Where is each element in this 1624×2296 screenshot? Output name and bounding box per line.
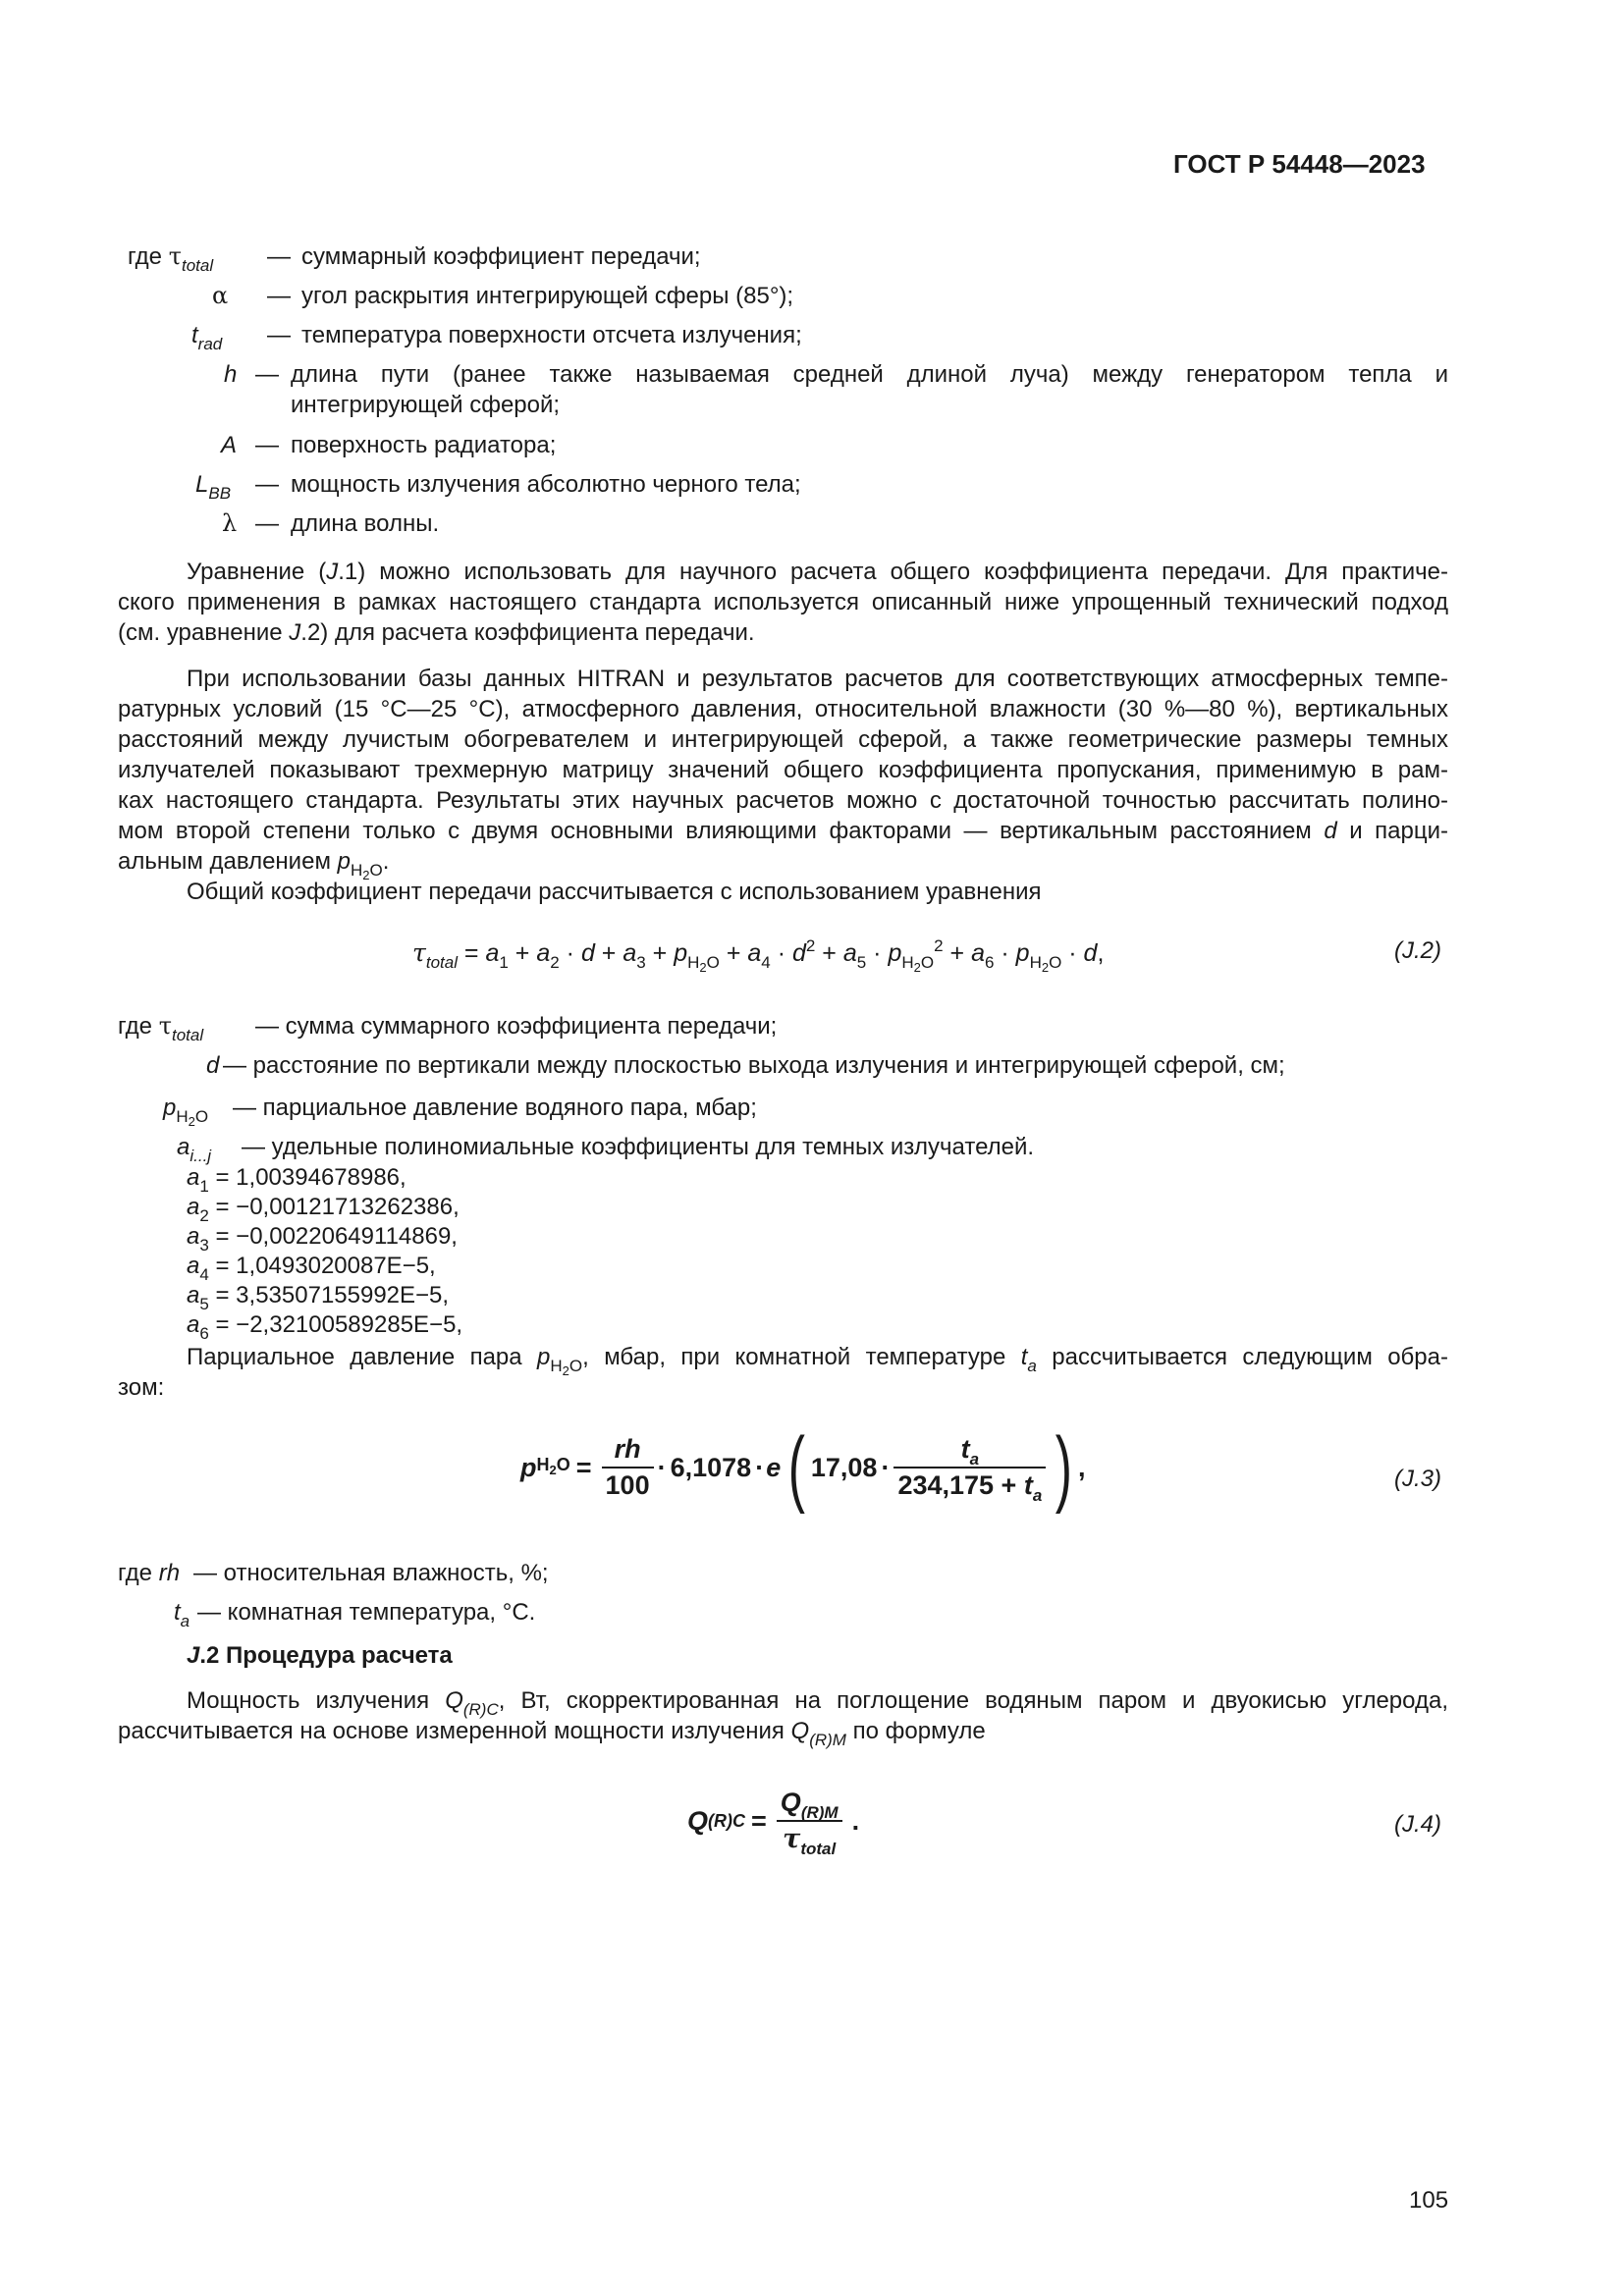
- defs1-where: где $\tau_{total}$: [128, 242, 214, 275]
- para2-line1: При использовании базы данных HITRAN и результатов расчетов для соответствующих атмосферных темпе-: [187, 666, 1448, 692]
- defs1-dash: —: [255, 471, 279, 498]
- defs1-dash: —: [255, 361, 279, 388]
- coefficient-a5: $a_5 = 3,53507155992E-5$,: [187, 1282, 450, 1313]
- para1-line2: ского применения в рамках настоящего стандарта используется описанный ниже упрощенный технический подход: [118, 589, 1448, 615]
- defs2-where: где $\tau_{total}$: [118, 1012, 204, 1044]
- para2-line4: излучателей показывают трехмерную матрицу значений общего коэффициента пропускания, применимую в рам-: [118, 757, 1448, 783]
- para1-line3: (см. уравнение J.2) для расчета коэффициента передачи.: [118, 619, 755, 646]
- para3: Общий коэффициент передачи рассчитывается с использованием уравнения: [187, 879, 1042, 905]
- defs1-dash: —: [267, 283, 291, 309]
- coefficient-a2: $a_2 = -0,00121713262386$,: [187, 1194, 460, 1225]
- para4-line1: Парциальное давление пара $p_{H_2O}$, мбар, при комнатной температуре $t_a$ рассчитывается следующим обра-: [187, 1344, 1448, 1378]
- defs1-dash: —: [267, 243, 291, 270]
- para4-line2: зом:: [118, 1374, 165, 1401]
- defs2-a-symbol: $a_{i...j}$: [177, 1134, 212, 1165]
- equation-j3: p $H_2O$ = $\frac{rh}{100}$ · 6,1078 · e ( 17,08 · $\frac{t_a}{234,175 + t_a}$ ) ,: [520, 1420, 1086, 1515]
- section-heading: J.2 Процедура расчета: [187, 1642, 453, 1669]
- coefficient-a4: $a_4 = 1,0493020087E-5$,: [187, 1253, 436, 1284]
- page-number: 105: [1409, 2187, 1449, 2214]
- defs2-d-text: — расстояние по вертикали между плоскостью выхода излучения и интегрирующей сферой, см;: [223, 1052, 1285, 1079]
- defs1-dash: —: [255, 510, 279, 537]
- para5-line2: рассчитывается на основе измеренной мощности излучения $Q_{(R)M}$ по формуле: [118, 1718, 986, 1749]
- defs3-ta-symbol: $t_a$: [174, 1599, 190, 1630]
- defs1-dash: —: [267, 322, 291, 348]
- defs2-d-symbol: d: [206, 1052, 220, 1079]
- para2-line6: мом второй степени только с двумя основными влияющими факторами — вертикальным расстоянием d и парци-: [118, 818, 1449, 844]
- defs1-lambda-text: длина волны.: [291, 510, 440, 537]
- defs1-a-symbol: A: [221, 432, 238, 458]
- defs1-lbb-text: мощность излучения абсолютно черного тела;: [291, 471, 801, 498]
- equation-j4: Q (R)C = $\frac{Q_{(R)M}}{\tau_{total}}$ .: [687, 1788, 860, 1858]
- defs1-h-text-line2: интегрирующей сферой;: [291, 392, 561, 418]
- defs1-alpha-symbol: α: [212, 282, 229, 309]
- defs1-trad-symbol: $t_{rad}$: [191, 322, 223, 353]
- defs1-lambda-symbol: λ: [222, 509, 238, 537]
- defs1-a-text: поверхность радиатора;: [291, 432, 557, 458]
- para2-line2: ратурных условий (15 °C—25 °C), атмосферного давления, относительной влажности (30 %—80 %), вертикальных: [118, 696, 1448, 722]
- document-standard-code: ГОСТ Р 54448—2023: [1173, 149, 1426, 179]
- defs3-rh-text: — относительная влажность, %;: [193, 1560, 549, 1586]
- equation-j2-number: (J.2): [1394, 937, 1441, 964]
- defs2-a-text: — удельные полиномиальные коэффициенты для темных излучателей.: [242, 1134, 1035, 1160]
- defs1-trad-text: температура поверхности отсчета излучения;: [301, 322, 802, 348]
- equation-j4-number: (J.4): [1394, 1811, 1441, 1838]
- equation-j2: $\tau_{total} = a_1 + a_2 \cdot d + a_3 + p_{H_2O} + a_4 \cdot d^2 + a_5 \cdot p_{H_2O}^2 + a_6 \cdot p_{H_2O} \cdot d$,: [412, 936, 1105, 975]
- defs2-p-symbol: $p_{H_2O}$: [163, 1095, 209, 1129]
- coefficient-a1: $a_1 = 1,00394678986$,: [187, 1164, 406, 1196]
- para5-line1: Мощность излучения $Q_{(R)C}$, Вт, скорректированная на поглощение водяным паром и двуокисью углерода,: [187, 1687, 1448, 1719]
- para1-line1: Уравнение (J.1) можно использовать для научного расчета общего коэффициента передачи. Для практиче-: [187, 559, 1449, 585]
- defs1-h-text-line1: длина пути (ранее также называемая средней длиной луча) между генератором тепла и: [291, 361, 1448, 388]
- coefficient-a6: $a_6 = -2,32100589285E-5$,: [187, 1311, 463, 1343]
- defs2-p-text: — парциальное давление водяного пара, мбар;: [233, 1095, 757, 1121]
- equation-j3-number: (J.3): [1394, 1466, 1441, 1492]
- defs3-where: где rh: [118, 1560, 181, 1586]
- defs1-alpha-text: угол раскрытия интегрирующей сферы (85°);: [301, 283, 794, 309]
- defs3-ta-text: — комнатная температура, °С.: [197, 1599, 536, 1626]
- para2-line7: альным давлением $p_{H_2O}$.: [118, 848, 390, 882]
- defs1-h-symbol: h: [224, 361, 238, 388]
- defs1-dash: —: [255, 432, 279, 458]
- para2-line3: расстояний между лучистым обогревателем и интегрирующей сферой, а также геометрические размеры темных: [118, 726, 1448, 753]
- coefficient-a3: $a_3 = -0,00220649114869$,: [187, 1223, 458, 1255]
- para2-line5: ках настоящего стандарта. Результаты этих научных расчетов можно с достаточной точностью рассчитать полино-: [118, 787, 1448, 814]
- defs2-tau-text: — сумма суммарного коэффициента передачи;: [255, 1013, 778, 1040]
- defs1-lbb-symbol: $L_{BB}$: [195, 471, 232, 503]
- defs1-tau-text: суммарный коэффициент передачи;: [301, 243, 701, 270]
